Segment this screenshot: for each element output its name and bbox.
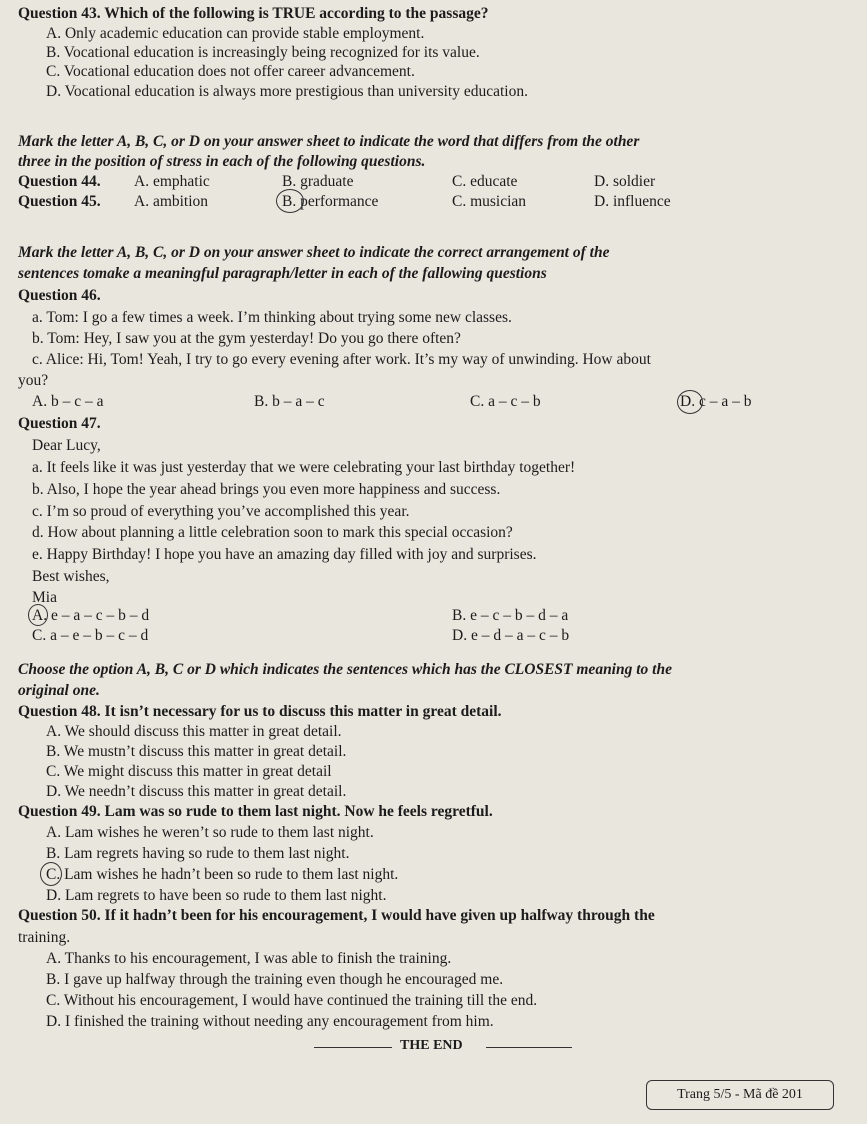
q47-option-a: A. e – a – c – b – d — [32, 607, 150, 624]
q50-option-c: C. Without his encouragement, I would have continued the training till the end. — [46, 992, 538, 1009]
q50-stem-line2: training. — [18, 929, 71, 946]
q44-option-d: D. soldier — [594, 173, 656, 190]
q46-sentence-b: b. Tom: Hey, I saw you at the gym yesterday! Do you go there often? — [32, 330, 461, 347]
q50-option-a: A. Thanks to his encouragement, I was able to finish the training. — [46, 950, 452, 967]
q49-option-a: A. Lam wishes he weren’t so rude to them last night. — [46, 824, 374, 841]
q47-sentence-e: e. Happy Birthday! I hope you have an amazing day filled with joy and surprises. — [32, 546, 537, 563]
q48-option-b: B. We mustn’t discuss this matter in great detail. — [46, 743, 347, 760]
q46-option-b: B. b – a – c — [254, 393, 325, 410]
q45-number: Question 45. — [18, 193, 101, 210]
q50-stem-line1: Question 50. If it hadn’t been for his encouragement, I would have given up halfway through the — [18, 907, 655, 924]
q49-option-b: B. Lam regrets having so rude to them last night. — [46, 845, 350, 862]
q47-option-c: C. a – e – b – c – d — [32, 627, 149, 644]
q43-option-b: B. Vocational education is increasingly being recognized for its value. — [46, 44, 480, 61]
q47-sentence-d: d. How about planning a little celebration soon to mark this special occasion? — [32, 524, 513, 541]
q46-option-a: A. b – c – a — [32, 393, 104, 410]
hand-drawn-circle — [28, 604, 48, 626]
q45-option-d: D. influence — [594, 193, 671, 210]
end-marker: THE END — [400, 1038, 463, 1053]
q50-option-d: D. I finished the training without needing any encouragement from him. — [46, 1013, 494, 1030]
q44-option-c: C. educate — [452, 173, 518, 190]
hand-drawn-circle — [677, 390, 703, 414]
q47-number: Question 47. — [18, 415, 101, 432]
hand-drawn-circle — [40, 862, 62, 886]
end-rule-left — [314, 1047, 392, 1048]
q47-closing: Best wishes, — [32, 568, 110, 585]
q47-sentence-b: b. Also, I hope the year ahead brings you even more happiness and success. — [32, 481, 501, 498]
q47-signature: Mia — [32, 589, 57, 606]
q44-option-b: B. graduate — [282, 173, 354, 190]
stress-instruction-line2: three in the position of stress in each of the following questions. — [18, 153, 426, 170]
q44-option-a: A. emphatic — [134, 173, 210, 190]
q49-stem: Question 49. Lam was so rude to them last night. Now he feels regretful. — [18, 803, 493, 820]
q46-number: Question 46. — [18, 287, 101, 304]
q48-option-a: A. We should discuss this matter in great detail. — [46, 723, 342, 740]
stress-instruction-line1: Mark the letter A, B, C, or D on your answer sheet to indicate the word that differs from the other — [18, 133, 640, 150]
q46-option-d: D. c – a – b — [680, 393, 752, 410]
q49-option-d: D. Lam regrets to have been so rude to them last night. — [46, 887, 387, 904]
q45-option-b: B. performance — [282, 193, 379, 210]
end-rule-right — [486, 1047, 572, 1048]
page-footer: Trang 5/5 - Mã đề 201 — [646, 1080, 834, 1110]
q48-option-d: D. We needn’t discuss this matter in great detail. — [46, 783, 347, 800]
q49-option-c: C. Lam wishes he hadn’t been so rude to them last night. — [46, 866, 399, 883]
closest-instruction-line1: Choose the option A, B, C or D which indicates the sentences which has the CLOSEST meaning to the — [18, 661, 672, 678]
q43-stem: Question 43. Which of the following is TRUE according to the passage? — [18, 5, 489, 22]
q47-sentence-c: c. I’m so proud of everything you’ve accomplished this year. — [32, 503, 410, 520]
q48-stem: Question 48. It isn’t necessary for us to discuss this matter in great detail. — [18, 703, 502, 720]
q47-option-b: B. e – c – b – d – a — [452, 607, 569, 624]
q46-sentence-a: a. Tom: I go a few times a week. I’m thinking about trying some new classes. — [32, 309, 512, 326]
closest-instruction-line2: original one. — [18, 682, 100, 699]
q45-option-c: C. musician — [452, 193, 527, 210]
arrange-instruction-line1: Mark the letter A, B, C, or D on your answer sheet to indicate the correct arrangement of the — [18, 244, 610, 261]
q46-sentence-c-line1: c. Alice: Hi, Tom! Yeah, I try to go every evening after work. It’s my way of unwinding. How about — [32, 351, 651, 368]
q44-number: Question 44. — [18, 173, 101, 190]
q50-option-b: B. I gave up halfway through the training even though he encouraged me. — [46, 971, 504, 988]
q43-option-a: A. Only academic education can provide stable employment. — [46, 25, 425, 42]
q47-option-d: D. e – d – a – c – b — [452, 627, 570, 644]
arrange-instruction-line2: sentences tomake a meaningful paragraph/letter in each of the fallowing questions — [18, 265, 547, 282]
q45-option-a: A. ambition — [134, 193, 209, 210]
q47-sentence-a: a. It feels like it was just yesterday that we were celebrating your last birthday together! — [32, 459, 576, 476]
hand-drawn-circle — [276, 189, 304, 213]
q46-option-c: C. a – c – b — [470, 393, 541, 410]
q46-sentence-c-line2: you? — [18, 372, 49, 389]
q43-option-d: D. Vocational education is always more prestigious than university education. — [46, 83, 528, 100]
q48-option-c: C. We might discuss this matter in great detail — [46, 763, 332, 780]
q43-option-c: C. Vocational education does not offer career advancement. — [46, 63, 415, 80]
q47-greeting: Dear Lucy, — [32, 437, 101, 454]
